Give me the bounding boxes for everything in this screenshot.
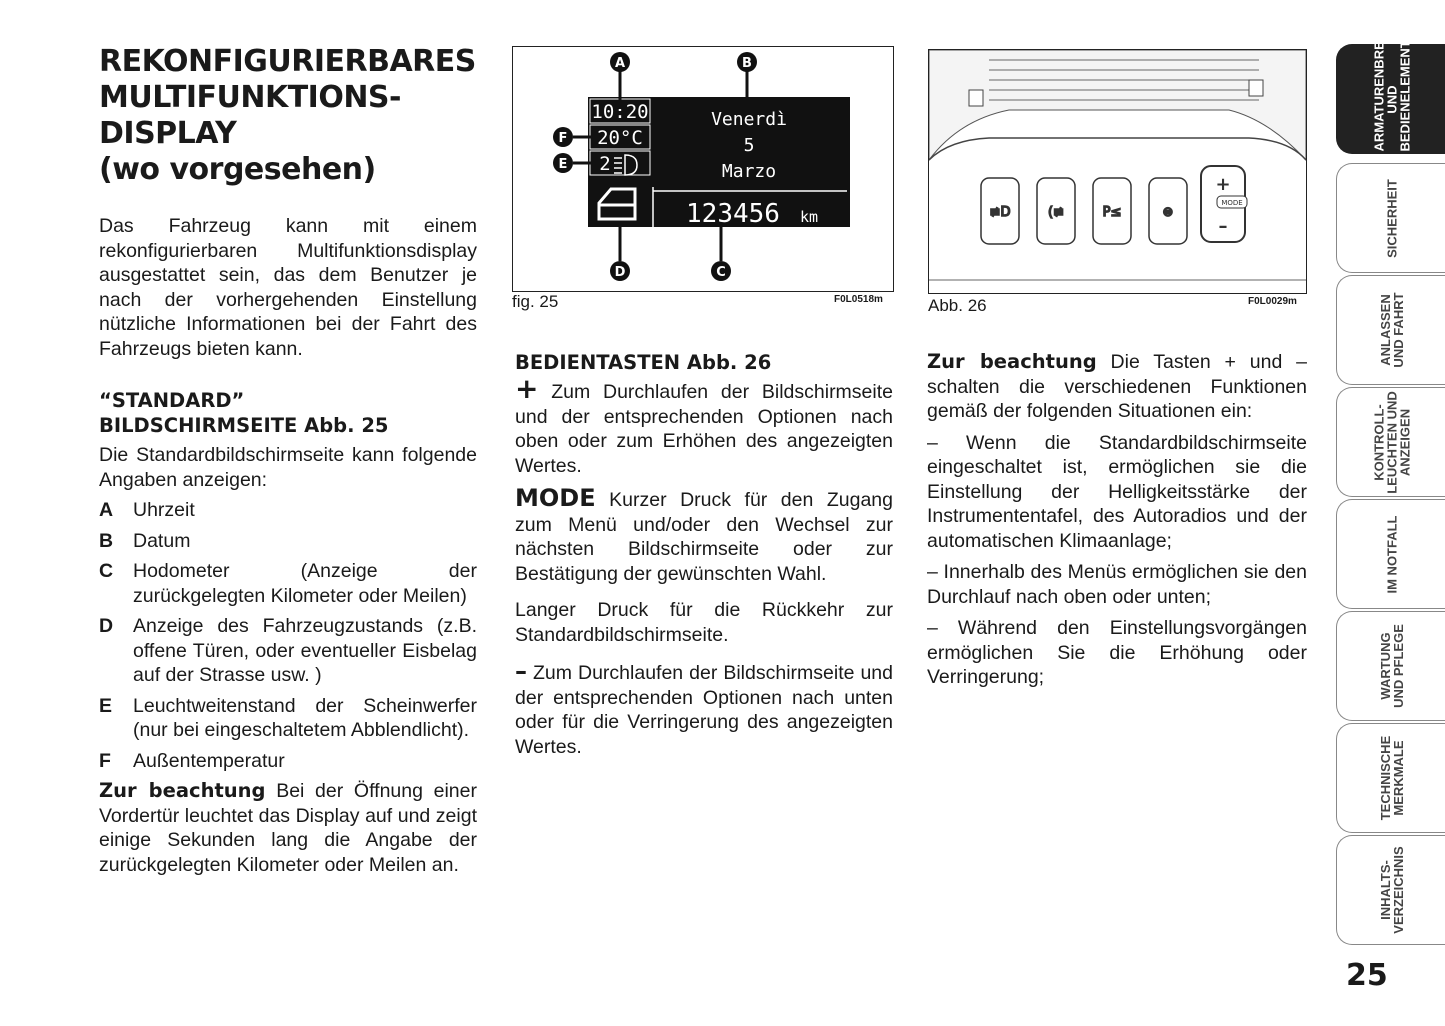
lcd-time: 10:20 [591, 101, 649, 123]
legend-item [99, 559, 477, 608]
tab-label: INHALTS- VERZEICHNIS [1377, 846, 1406, 934]
tab-armaturenbrett[interactable] [1336, 24, 1445, 154]
legend-text: Hodometer (Anzeige der zurückgelegten Kilometer oder Meilen) [133, 560, 477, 607]
section-heading: “STANDARD” [99, 389, 245, 412]
long-press-paragraph: Langer Druck für die Rückkehr zur Standardbildschirmseite. [515, 599, 893, 646]
bullet-paragraph: – Während den Einstellungsvorgängen ermöglichen Sie die Erhöhung oder Verringerung; [927, 617, 1307, 688]
tab-sicherheit[interactable] [1336, 163, 1445, 273]
minus-text: Zum Durchlaufen der Bildschirmseite und der entsprechenden Optionen nach unten oder für die Verringerung des angezeigten Wertes. [515, 662, 893, 758]
callout-a [610, 52, 630, 72]
callout-f [553, 127, 573, 147]
callout-e [553, 153, 573, 173]
standard-section [99, 388, 477, 877]
lcd-day: Venerdì [711, 109, 787, 130]
legend-text: Leuchtweitenstand der Scheinwerfer (nur bei eingeschaltetem Abblendlicht). [133, 694, 477, 741]
tab-anlassen[interactable] [1336, 275, 1445, 385]
figure-code: F0L0518m [834, 294, 883, 305]
svg-text:(≢: (≢ [1048, 205, 1064, 220]
controls-illustration [929, 50, 1306, 293]
mode-symbol: MODE [515, 484, 596, 512]
beam-adjust-button-icon [1149, 178, 1187, 244]
tab-label: ARMATURENBRETT UND BEDIENELEMENTE [1371, 24, 1412, 151]
tab-technische-merkmale[interactable] [1336, 723, 1445, 833]
legend-item [99, 749, 477, 774]
tab-kontrollleuchten[interactable] [1336, 387, 1445, 497]
page-title [99, 44, 489, 188]
mode-label: MODE [1221, 199, 1243, 207]
fog-light-button-icon [981, 178, 1019, 244]
tab-wartung[interactable] [1336, 611, 1445, 721]
note-paragraph [927, 350, 1307, 424]
tab-label: ANLASSEN UND FAHRT [1377, 292, 1406, 368]
legend-item [99, 529, 477, 554]
section-heading: BEDIENTASTEN Abb. 26 [515, 351, 772, 374]
svg-text:P≤: P≤ [1102, 205, 1122, 220]
note-section [927, 350, 1307, 690]
plus-paragraph [515, 372, 893, 478]
note-text: Bei der Öffnung einer Vordertür leuchtet das Display auf und zeigt einige Sekunden lang die Angabe der zurückgelegten Kilometer oder Meilen an. [99, 780, 477, 876]
tab-label: TECHNISCHE MERKMALE [1377, 735, 1406, 821]
figure-26-controls [928, 49, 1307, 294]
legend-key: B [99, 529, 114, 552]
callout-label: C [716, 265, 726, 280]
note-text: Die Tasten + und – schalten die verschiedenen Funktionen gemäß der folgenden Situationen ein: [927, 351, 1307, 422]
legend-key: F [99, 749, 111, 772]
rear-fog-button-icon [1037, 178, 1075, 244]
legend-text: Uhrzeit [133, 499, 195, 521]
lcd-beam-level: 2 [599, 153, 611, 175]
tab-label: IM NOTFALL [1384, 515, 1399, 593]
legend-key: A [99, 499, 114, 521]
lcd-odometer: 123456 [686, 199, 780, 229]
section-heading: BILDSCHIRMSEITE Abb. 25 [99, 414, 389, 437]
legend-key: C [99, 560, 114, 582]
plus-text: Zum Durchlaufen der Bildschirmseite und der entsprechenden Optionen nach oben oder zum Erhöhen des angezeigten Wertes. [515, 381, 893, 477]
title-line: MULTIFUNKTIONS- [99, 80, 401, 115]
figure-caption: fig. 25 [512, 292, 559, 311]
lcd-month: Marzo [721, 161, 777, 182]
callout-b [737, 52, 757, 72]
plus-symbol: + [515, 372, 539, 405]
minus-symbol: – [515, 657, 527, 685]
legend-key: E [99, 694, 113, 717]
callout-label: A [614, 56, 626, 71]
mode-text: Kurzer Druck für den Zugang zum Menü und/oder den Wechsel zur nächsten Bildschirmseite oder zur Bestätigung der gewünschten Wahl. [515, 489, 893, 585]
legend-text: Anzeige des Fahrzeugzustands (z.B. offene Türen, oder eventueller Eisbelag auf der Strasse usw. ) [133, 615, 477, 686]
note-paragraph [99, 779, 477, 877]
callout-d [610, 261, 630, 281]
note-label: Zur beachtung [99, 779, 266, 802]
intro-paragraph: Das Fahrzeug kann mit einem rekonfigurierbaren Multifunktionsdisplay ausgestattet sein, das dem Benutzer je nach der vorhergehenden Einstellung nützliche Informationen bei der Fahrt des Fahrzeugs bieten kann. [99, 215, 477, 360]
callout-label: B [742, 56, 752, 71]
headlamp-button-icon [1093, 178, 1131, 244]
legend-item [99, 694, 477, 743]
callout-label: F [558, 131, 568, 146]
mode-paragraph [515, 486, 893, 586]
legend-item [99, 498, 477, 523]
mode-rocker-icon [1201, 166, 1247, 242]
svg-text:–: – [1218, 216, 1228, 237]
display-illustration [513, 47, 893, 291]
minus-paragraph [515, 659, 893, 759]
bullet-paragraph: – Wenn die Standardbildschirmseite eingeschaltet ist, ermöglichen sie die Einstellung der Helligkeitsstärke der Instrumententafel, des Autoradios und der automatischen Klimaanlage; [927, 431, 1307, 552]
figure-code: F0L0029m [1248, 296, 1297, 307]
lcd-temp: 20°C [597, 127, 643, 149]
section-intro: Die Standardbildschirmseite kann folgende Angaben anzeigen: [99, 444, 477, 491]
lcd-odo-unit: km [800, 208, 819, 226]
callout-label: D [614, 265, 626, 280]
tab-label: SICHERHEIT [1384, 178, 1399, 258]
svg-text:≢D: ≢D [989, 205, 1011, 220]
tab-notfall[interactable] [1336, 499, 1445, 609]
legend-list [99, 498, 477, 773]
callout-label: E [558, 157, 568, 172]
legend-key: D [99, 615, 114, 637]
svg-text:⊜: ⊜ [1162, 205, 1174, 220]
controls-section [515, 350, 893, 759]
callout-c [711, 261, 731, 281]
tab-label: KONTROLL- LEUCHTEN UND ANZEIGEN [1371, 390, 1412, 494]
legend-text: Außentemperatur [133, 749, 285, 772]
page-number: 25 [1346, 958, 1388, 993]
bullet-paragraph: – Innerhalb des Menüs ermöglichen sie den Durchlauf nach oben oder unten; [927, 561, 1307, 608]
title-line: REKONFIGURIERBARES [99, 44, 476, 79]
svg-text:+: + [1215, 174, 1231, 195]
note-label: Zur beachtung [927, 350, 1097, 373]
tab-inhaltsverzeichnis[interactable] [1336, 835, 1445, 945]
tab-label: WARTUNG UND PFLEGE [1377, 624, 1406, 708]
legend-text: Datum [133, 529, 191, 552]
figure-25-display [512, 46, 894, 292]
legend-item [99, 614, 477, 688]
lcd-date: 5 [743, 135, 755, 156]
title-line: DISPLAY [99, 116, 237, 151]
figure-caption: Abb. 26 [928, 296, 987, 315]
title-line: (wo vorgesehen) [99, 152, 376, 187]
